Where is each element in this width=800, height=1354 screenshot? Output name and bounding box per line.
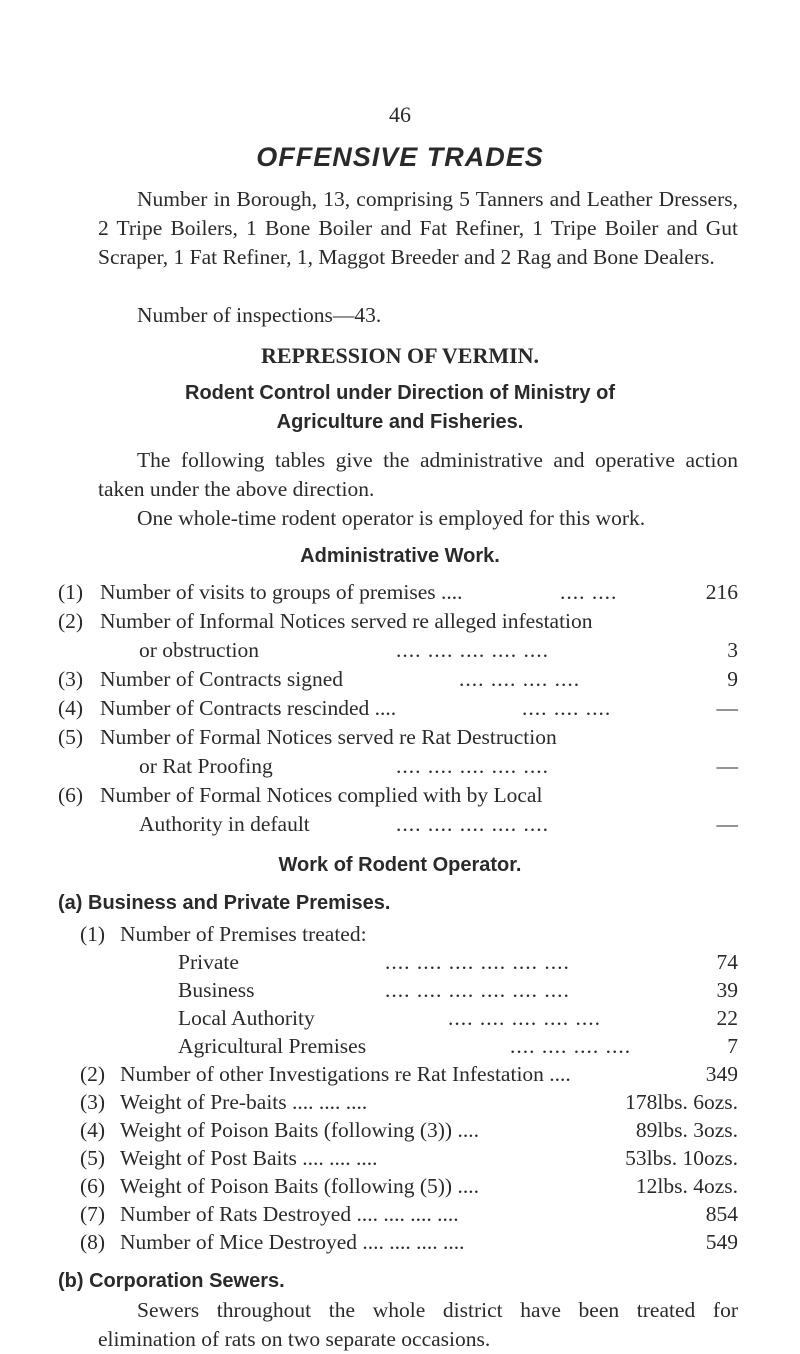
operator-item-value: 549	[705, 1230, 738, 1254]
admin-item-dots: .... ....	[560, 580, 618, 604]
admin-item-label-cont: or Rat Proofing	[139, 754, 273, 778]
repression-paragraph-1: The following tables give the administrative and operative action taken under the above direction.	[98, 448, 738, 501]
admin-item-number: (5)	[58, 725, 84, 749]
operator-item-value: 854	[705, 1202, 738, 1226]
admin-item-number: (2)	[58, 609, 84, 633]
operator-item-value: 349	[705, 1062, 738, 1086]
premises-dots: .... .... .... .... ....	[448, 1006, 601, 1030]
operator-item-number: (7)	[80, 1202, 106, 1226]
offensive-trades-paragraph: Number in Borough, 13, comprising 5 Tanners and Leather Dressers, 2 Tripe Boilers, 1 Bone Boiler and Fat Refiner, 1 Tripe Boiler and Gut Scraper, 1 Fat Refiner, 1, Maggot Breeder and 2 Rag and Bone Dealers.	[98, 187, 738, 269]
inspections-paragraph: Number of inspections—43.	[137, 303, 382, 327]
operator-item-value: 89lbs. 3ozs.	[635, 1118, 738, 1142]
admin-item-label: Number of visits to groups of premises ....	[100, 580, 463, 604]
admin-item-number: (4)	[58, 696, 84, 720]
admin-item-value: —	[716, 696, 738, 720]
administrative-work-heading: Administrative Work.	[300, 545, 500, 567]
sewers-paragraph-1: Sewers throughout the whole district have been treated for elimination of rats on two separate occasions.	[98, 1298, 738, 1351]
admin-item-value: 9	[727, 667, 738, 691]
page-number: 46	[389, 102, 411, 127]
premises-value: 74	[716, 950, 738, 974]
admin-item-label: Number of Contracts signed	[100, 667, 344, 691]
operator-item-number: (5)	[80, 1146, 106, 1170]
operator-item-label: Weight of Post Baits .... .... ....	[120, 1146, 378, 1170]
operator-item-label: Weight of Poison Baits (following (3)) ....	[120, 1118, 479, 1142]
operator-item-label: Number of other Investigations re Rat Infestation ....	[120, 1062, 571, 1086]
rodent-control-subheading-1: Rodent Control under Direction of Ministry of	[185, 382, 615, 404]
premises-label: Private	[178, 950, 239, 974]
premises-dots: .... .... .... .... .... ....	[385, 978, 570, 1002]
premises-label: Local Authority	[178, 1006, 315, 1030]
repression-heading: REPRESSION OF VERMIN.	[260, 343, 540, 368]
page-title: OFFENSIVE TRADES	[256, 142, 544, 172]
operator-item-value: 178lbs. 6ozs.	[625, 1090, 738, 1114]
rodent-operator-heading: Work of Rodent Operator.	[278, 854, 522, 876]
premises-dots: .... .... .... .... .... ....	[385, 950, 570, 974]
admin-item-value: 3	[727, 638, 738, 662]
premises-dots: .... .... .... ....	[510, 1034, 632, 1058]
rodent-control-subheading-2: Agriculture and Fisheries.	[276, 411, 524, 433]
premises-label: Agricultural Premises	[178, 1034, 367, 1058]
operator-item-number: (3)	[80, 1090, 106, 1114]
admin-item-label: Number of Contracts rescinded ....	[100, 696, 397, 720]
operator-item-label: Number of Rats Destroyed .... .... .... ....	[120, 1202, 459, 1226]
admin-item-dots: .... .... .... .... ....	[396, 638, 549, 662]
admin-item-label: Number of Informal Notices served re alleged infestation	[100, 609, 593, 633]
admin-item-value: —	[716, 754, 738, 778]
admin-item-dots: .... .... .... ....	[459, 667, 581, 691]
operator-item-label: Number of Mice Destroyed .... .... .... ....	[120, 1230, 465, 1254]
operator-item-label: Weight of Poison Baits (following (5)) ....	[120, 1174, 479, 1198]
admin-item-label-cont: Authority in default	[139, 812, 310, 836]
sewers-paragraph-2	[98, 1326, 738, 1327]
admin-item-number: (1)	[58, 580, 84, 604]
operator-item-number: (1)	[80, 922, 106, 946]
operator-item-number: (8)	[80, 1230, 106, 1254]
admin-item-label: Number of Formal Notices served re Rat Destruction	[100, 725, 557, 749]
section-a-heading: (a) Business and Private Premises.	[58, 892, 391, 914]
operator-item-number: (6)	[80, 1174, 106, 1198]
admin-item-dots: .... .... .... .... ....	[396, 754, 549, 778]
premises-value: 7	[727, 1034, 738, 1058]
admin-item-number: (6)	[58, 783, 84, 807]
operator-item-label: Number of Premises treated:	[120, 922, 367, 946]
operator-item-number: (2)	[80, 1062, 106, 1086]
admin-item-dots: .... .... .... .... ....	[396, 812, 549, 836]
admin-item-value: 216	[705, 580, 738, 604]
admin-item-dots: .... .... ....	[522, 696, 612, 720]
admin-item-number: (3)	[58, 667, 84, 691]
admin-item-label: Number of Formal Notices complied with by Local	[100, 783, 543, 807]
premises-value: 39	[716, 978, 738, 1002]
operator-item-label: Weight of Pre-baits .... .... ....	[120, 1090, 368, 1114]
premises-value: 22	[716, 1006, 738, 1030]
repression-paragraph-2: One whole-time rodent operator is employed for this work.	[137, 506, 646, 530]
section-b-heading: (b) Corporation Sewers.	[58, 1270, 285, 1292]
admin-item-value: —	[716, 812, 738, 836]
admin-item-label-cont: or obstruction	[139, 638, 260, 662]
operator-item-value: 53lbs. 10ozs.	[625, 1146, 738, 1170]
operator-item-value: 12lbs. 4ozs.	[635, 1174, 738, 1198]
operator-item-number: (4)	[80, 1118, 106, 1142]
premises-label: Business	[178, 978, 255, 1002]
